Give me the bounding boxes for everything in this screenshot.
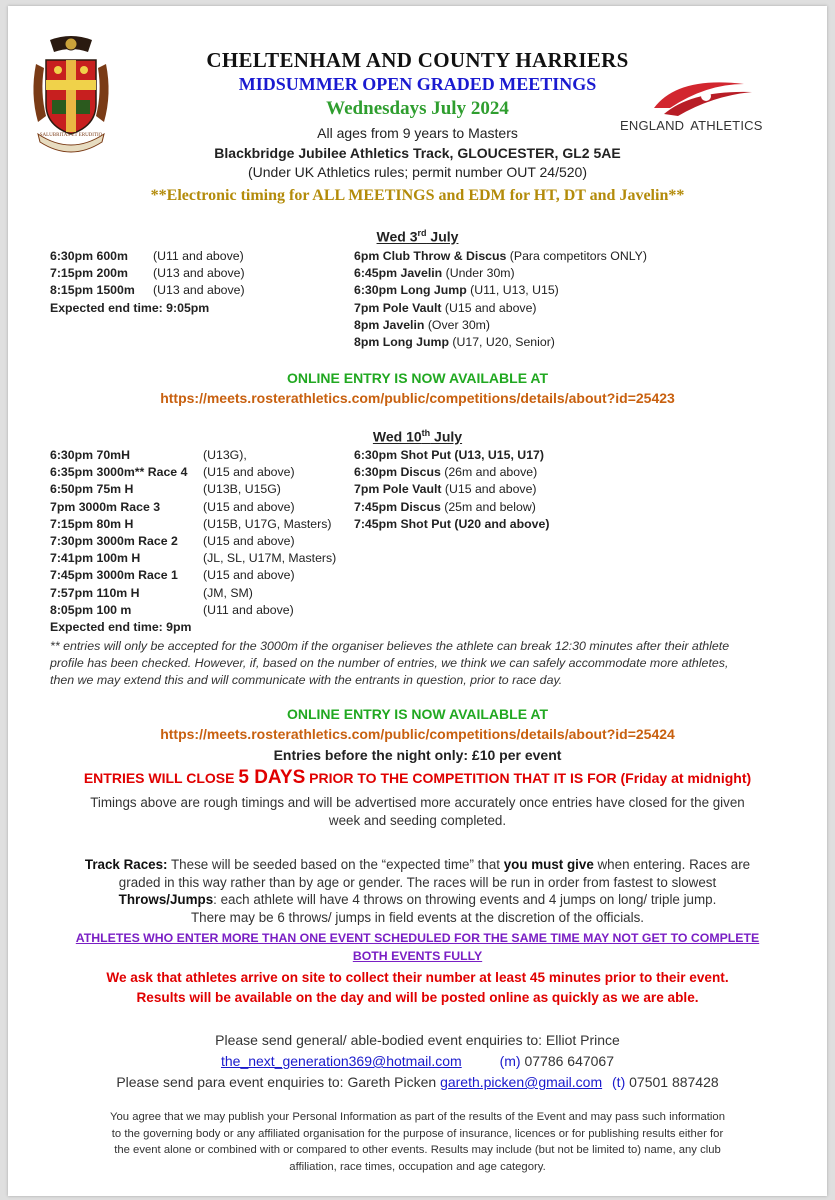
crest-motto: SALUBRITAS ET ERUDITIO: [39, 133, 103, 138]
throws-line: There may be 6 throws/ jumps in field events at the discretion of the officials.: [190, 909, 645, 925]
event-name: 6:45pm Javelin: [354, 266, 443, 281]
general-phone: 07786 647067: [524, 1053, 615, 1069]
event-group: (U13 and above): [153, 283, 245, 298]
event-group: (U15 and above): [203, 568, 295, 583]
event-row: [50, 481, 336, 498]
poster-page: [8, 6, 827, 1196]
event-row: [50, 464, 336, 481]
close-text-post: PRIOR TO THE COMPETITION THAT IT IS FOR (Friday at midnight): [305, 770, 752, 786]
event-group: (U13G),: [203, 448, 247, 462]
day2-heading-suffix: th: [421, 428, 431, 438]
day2-heading: [8, 428, 827, 445]
event-name: 7:15pm 200m: [50, 266, 128, 281]
note-line: ** entries will only be accepted for the 3000m if the organiser believes the athlete can break 12:30 minutes after their athlete: [50, 639, 730, 653]
event-name: 7:30pm 3000m Race 2: [50, 534, 178, 549]
event-name: 7:45pm Shot Put (U20 and above): [354, 516, 550, 531]
day1-entry-label: ONLINE ENTRY IS NOW AVAILABLE AT: [286, 370, 549, 386]
day2-heading-text: Wed 10: [372, 428, 422, 445]
event-group: (U13B, U15G): [203, 482, 281, 497]
logo-text-england: ENGLAND: [620, 118, 685, 133]
event-row: [354, 282, 647, 299]
timing-banner: **Electronic timing for ALL MEETINGS and EDM for HT, DT and Javelin**: [150, 187, 685, 204]
para-phone: 07501 887428: [629, 1074, 719, 1090]
contacts: [8, 1030, 827, 1093]
results-line: Results will be available on the day and will be posted online as quickly as we are able.: [136, 990, 699, 1005]
rules-line: (Under UK Athletics rules; permit number OUT 24/520): [248, 164, 587, 180]
ages-line: All ages from 9 years to Masters: [317, 125, 518, 141]
event-name: 6pm Club Throw & Discus: [354, 249, 507, 263]
note-line: profile has been checked. However, if, based on the number of entries, we think we can safely accommodate more athletes,: [50, 656, 729, 670]
day2-end-time: Expected end time: 9pm: [50, 620, 192, 635]
event-row: [354, 447, 549, 464]
day2-entry-link[interactable]: https://meets.rosterathletics.com/public/competitions/details/about?id=25424: [160, 726, 675, 742]
meeting-title: MIDSUMMER OPEN GRADED MEETINGS: [238, 74, 597, 94]
event-name: 7pm 3000m Race 3: [50, 499, 161, 514]
day1-heading-suffix: rd: [417, 228, 427, 238]
event-name: 6:30pm Discus: [354, 465, 441, 480]
event-name: 8pm Javelin: [354, 317, 425, 332]
warning-line: ATHLETES WHO ENTER MORE THAN ONE EVENT SCHEDULED FOR THE SAME TIME MAY NOT GET TO COMPLETE: [75, 931, 760, 945]
day1-heading: [8, 228, 827, 245]
event-name: 6:30pm Long Jump: [354, 283, 467, 298]
warning-line: BOTH EVENTS FULLY: [352, 948, 483, 963]
general-phone-label: (m): [499, 1053, 521, 1069]
event-name: 8:05pm 100 m: [50, 602, 132, 617]
day1-heading-text: Wed 3: [376, 228, 418, 245]
event-row: [50, 499, 336, 516]
track-races-info: [8, 856, 827, 926]
event-row: [50, 602, 336, 619]
timings-note: [8, 794, 827, 829]
event-name: 8pm Long Jump: [354, 335, 449, 350]
event-row: [50, 550, 336, 567]
para-email-link[interactable]: gareth.picken@gmail.com: [440, 1074, 603, 1090]
track-races-label: Track Races:: [84, 857, 168, 872]
event-row: [50, 265, 245, 282]
event-row: [50, 585, 336, 602]
track-races-line: graded in this way rather than by age or gender. The races will be run in order from fastest to slowest: [118, 874, 717, 890]
event-group: (U15B, U17G, Masters): [203, 516, 332, 531]
privacy-line: You agree that we may publish your Personal Information as part of the results of the Event and may pass such information: [110, 1111, 725, 1123]
privacy-line: to the governing body or any affiliated organisation for the purpose of insurance, licences or for publishing results either for: [111, 1127, 724, 1140]
general-enquiries: Please send general/ able-bodied event enquiries to: Elliot Prince: [215, 1032, 620, 1048]
para-enquiries: Please send para event enquiries to: Gareth Picken: [116, 1074, 441, 1090]
track-races-text: These will be seeded based on the “expected time” that: [167, 857, 504, 872]
event-detail: (U11, U13, U15): [466, 283, 559, 298]
event-detail: (U17, U20, Senior): [448, 335, 555, 350]
event-row: [50, 533, 336, 550]
event-name: 6:30pm 600m: [50, 249, 128, 263]
event-row: [50, 248, 245, 265]
event-name: 7pm Pole Vault: [354, 482, 442, 497]
close-text-days: 5 DAYS: [238, 767, 306, 788]
event-name: 7:45pm Discus: [354, 499, 441, 514]
privacy-line: the event alone or combined with or compared to other events. Results may include (but not be limited to) name, any club: [114, 1144, 721, 1157]
event-row: [354, 334, 647, 351]
entry-fee: Entries before the night only: £10 per event: [273, 747, 562, 763]
day1-field-list: [354, 248, 647, 351]
event-name: 7:57pm 110m H: [50, 585, 140, 600]
event-detail: (U15 and above): [441, 300, 537, 315]
event-group: (U15 and above): [203, 499, 295, 514]
timings-line: week and seeding completed.: [328, 812, 507, 828]
throws-label: Throws/Jumps: [118, 892, 214, 907]
event-detail: (26m and above): [440, 465, 538, 480]
arrival-notice: [8, 968, 827, 1008]
double-entry-warning: [8, 930, 827, 965]
para-phone-label: (t): [612, 1074, 626, 1090]
event-row: [50, 516, 336, 533]
day1-heading-month: July: [426, 228, 459, 245]
event-row: [354, 499, 549, 516]
event-group: (JM, SM): [203, 585, 253, 600]
note-line: then we may extend this and will communicate with the entrants in question, prior to race day.: [50, 673, 563, 687]
throws-text: : each athlete will have 4 throws on throwing events and 4 jumps on long/ triple jump.: [213, 892, 717, 907]
timings-line: Timings above are rough timings and will be advertised more accurately once entries have closed for the given: [90, 795, 745, 810]
day2-heading-month: July: [430, 428, 463, 445]
event-name: 7:41pm 100m H: [50, 551, 141, 566]
track-races-emphasis: you must give: [503, 857, 594, 872]
day2-3000m-note: [50, 638, 810, 689]
event-row: [50, 567, 336, 584]
event-name: 6:30pm Shot Put (U13, U15, U17): [354, 448, 544, 462]
event-group: (U15 and above): [203, 465, 295, 480]
event-group: (U11 and above): [153, 249, 244, 263]
day1-end-time: Expected end time: 9:05pm: [50, 300, 210, 315]
entries-close-notice: [8, 767, 827, 789]
event-name: 6:35pm 3000m** Race 4: [50, 465, 188, 480]
event-row: [354, 481, 549, 498]
event-name: 6:30pm 70mH: [50, 448, 130, 462]
event-group: (U13 and above): [153, 266, 245, 281]
event-detail: (Under 30m): [442, 266, 515, 281]
event-group: (JL, SL, U17M, Masters): [203, 551, 337, 566]
dates-title: Wednesdays July 2024: [326, 98, 509, 119]
privacy-line: affiliation, race times, occupation and age category.: [289, 1160, 546, 1173]
event-row: [50, 447, 336, 464]
close-text-pre: ENTRIES WILL CLOSE: [83, 770, 239, 786]
event-name: 8:15pm 1500m: [50, 283, 135, 298]
event-name: 7pm Pole Vault: [354, 300, 442, 315]
venue-line: Blackbridge Jubilee Athletics Track, GLOUCESTER, GL2 5AE: [214, 145, 621, 161]
event-row: [354, 300, 647, 317]
event-row: [354, 464, 549, 481]
day2-entry-label: ONLINE ENTRY IS NOW AVAILABLE AT: [286, 706, 549, 722]
logo-text-athletics: ATHLETICS: [690, 118, 763, 133]
day2-field-list: [354, 447, 549, 533]
event-group: (U11 and above): [203, 602, 294, 617]
day1-entry-link[interactable]: https://meets.rosterathletics.com/public/competitions/details/about?id=25423: [160, 390, 675, 406]
arrival-line: We ask that athletes arrive on site to collect their number at least 45 minutes prior to their event.: [106, 970, 729, 985]
day1-track-list: [50, 248, 245, 317]
event-detail: (25m and below): [440, 499, 536, 514]
event-row: [354, 248, 647, 265]
event-row: [354, 516, 549, 533]
event-row: [354, 265, 647, 282]
general-email-link[interactable]: the_next_generation369@hotmail.com: [220, 1053, 462, 1069]
day2-track-list: [50, 447, 336, 636]
event-group: (U15 and above): [203, 534, 295, 549]
event-name: 7:45pm 3000m Race 1: [50, 568, 178, 583]
event-detail: (Over 30m): [424, 317, 490, 332]
event-row: [354, 317, 647, 334]
event-row: [50, 282, 245, 299]
club-title: CHELTENHAM AND COUNTY HARRIERS: [206, 48, 629, 72]
event-name: 6:50pm 75m H: [50, 482, 134, 497]
event-name: 7:15pm 80m H: [50, 516, 134, 531]
privacy-notice: [8, 1109, 827, 1175]
event-detail: (U15 and above): [441, 482, 537, 497]
event-detail: (Para competitors ONLY): [506, 249, 647, 263]
track-races-text-end: when entering. Races are: [593, 857, 751, 872]
